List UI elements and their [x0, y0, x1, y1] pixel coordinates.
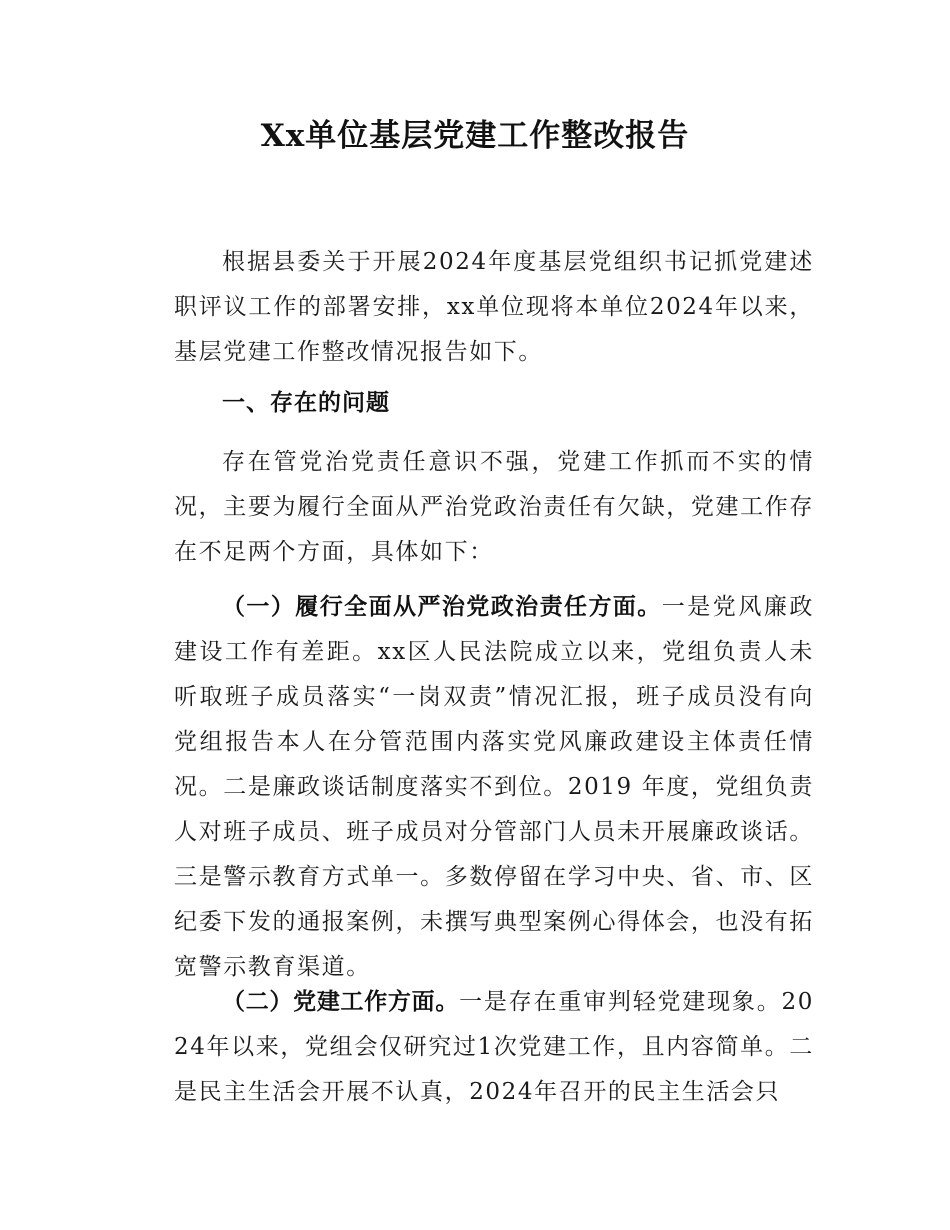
- political-responsibility-subheading: （一）履行全面从严治党政治责任方面。: [222, 594, 662, 620]
- party-building-text: 一是存在重审判轻党建现象。2024年以来，党组会仅研究过1次党建工作，且内容简单。二是民主生活会开展不认真，2024年召开的民主生活会只: [174, 989, 814, 1105]
- intro-paragraph: 根据县委关于开展2024年度基层党组织书记抓党建述职评议工作的部署安排，xx单位现将本单位2024年以来，基层党建工作整改情况报告如下。: [174, 249, 814, 365]
- document-title: Xx单位基层党建工作整改报告: [260, 118, 690, 154]
- political-responsibility-paragraph: [174, 585, 814, 990]
- section-heading-problems: 一、存在的问题: [222, 390, 390, 416]
- party-building-subheading: （二）党建工作方面。: [222, 989, 460, 1015]
- party-building-paragraph: [174, 980, 814, 1115]
- political-responsibility-text: 一是党风廉政建设工作有差距。xx区人民法院成立以来，党组负责人未听取班子成员落实“一岗双责”情况汇报，班子成员没有向党组报告本人在分管范围内落实党风廉政建设主体责任情况。二是廉政谈话制度落实不到位。2019 年度，党组负责人对班子成员、班子成员对分管部门人员未开展廉政谈话。三是警示教育方式单一。多数停留在学习中央、省、市、区纪委下发的通报案例，未撰写典型案例心得体会，也没有拓宽警示教育渠道。: [174, 594, 815, 980]
- problems-summary-paragraph: 存在管党治党责任意识不强，党建工作抓而不实的情况，主要为履行全面从严治党政治责任有欠缺，党建工作存在不足两个方面，具体如下：: [174, 449, 814, 565]
